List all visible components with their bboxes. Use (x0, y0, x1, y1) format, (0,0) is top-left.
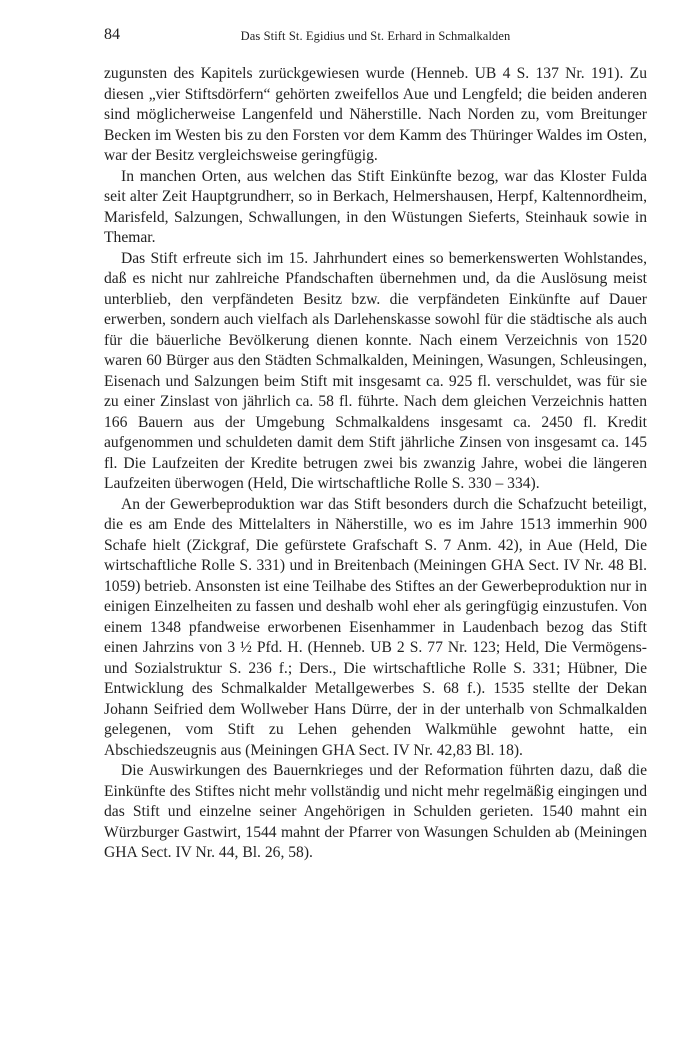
paragraph: zugunsten des Kapitels zurückgewiesen wurde (Henneb. UB 4 S. 137 Nr. 191). Zu diesen „vier Stiftsdörfern“ gehörten zweifellos Aue und Lengfeld; die beiden anderen sind möglicherweise Langenfeld und Näherstille. Nach Norden zu, vom Breitunger Becken im Westen bis zu den Forsten vor dem Kamm des Thüringer Waldes im Osten, war der Besitz vergleichsweise geringfügig. (104, 65, 647, 164)
paragraph: Das Stift erfreute sich im 15. Jahrhundert eines so bemerkenswerten Wohlstandes, daß es nicht nur zahlreiche Pfandschaften übernehmen und, da die Auslösung meist unterblieb, den verpfändeten Besitz bzw. die verpfändeten Einkünfte auf Dauer erwerben, sondern auch vielfach als Darlehenskasse sowohl für die städtische als auch für die bäuerliche Bevölkerung dienen konnte. Nach einem Verzeichnis von 1520 waren 60 Bürger aus den Städten Schmalkalden, Meiningen, Wasungen, Schleusingen, Eisenach und Salzungen beim Stift mit insgesamt ca. 925 fl. verschuldet, was für sie zu einer Zinslast von jährlich ca. 58 fl. führte. Nach dem gleichen Verzeichnis hatten 166 Bauern aus der Umgebung Schmalkaldens insgesamt ca. 2450 fl. Kredit aufgenommen und schuldeten damit dem Stift jährliche Zinsen von insgesamt ca. 145 fl. Die Laufzeiten der Kredite betrugen zwei bis zwanzig Jahre, wobei die längeren Laufzeiten überwogen (Held, Die wirtschaftliche Rolle S. 330 – 334). (104, 249, 647, 492)
paragraph: Die Auswirkungen des Bauernkrieges und der Reformation führten dazu, daß die Einkünfte des Stiftes nicht mehr vollständig und nicht mehr regelmäßig eingingen und das Stift und einzelne seiner Angehörigen in Schulden gerieten. 1540 mahnt ein Würzburger Gastwirt, 1544 mahnt der Pfarrer von Wasungen Schulden ab (Meiningen GHA Sect. IV Nr. 44, Bl. 26, 58). (104, 762, 647, 861)
paragraph: In manchen Orten, aus welchen das Stift Einkünfte bezog, war das Kloster Fulda seit alter Zeit Hauptgrundherr, so in Berkach, Helmershausen, Herpf, Kaltennordheim, Marisfeld, Salzungen, Schwallungen, in den Wüstungen Sieferts, Steinhauk sowie in Themar. (104, 167, 647, 246)
page-header (104, 26, 647, 46)
running-title: Das Stift St. Egidius und St. Erhard in Schmalkalden (240, 29, 511, 43)
page-number: 84 (104, 26, 120, 43)
body-text (104, 64, 647, 864)
paragraph: An der Gewerbeproduktion war das Stift besonders durch die Schafzucht beteiligt, die es am Ende des Mittelalters in Näherstille, wo es im Jahre 1513 immerhin 900 Schafe hielt (Zickgraf, Die gefürstete Grafschaft S. 7 Anm. 42), in Aue (Held, Die wirtschaftliche Rolle S. 331) und in Breitenbach (Meiningen GHA Sect. IV Nr. 48 Bl. 1059) betrieb. Ansonsten ist eine Teilhabe des Stiftes an der Gewerbeproduktion nur in einigen Einzelheiten zu fassen und deshalb wohl eher als geringfügig einzustufen. Von einem 1348 pfandweise erworbenen Eisenhammer in Laudenbach bezog das Stift einen Jahrzins von 3 ½ Pfd. H. (Henneb. UB 2 S. 77 Nr. 123; Held, Die Vermögens- und Sozialstruktur S. 236 f.; Ders., Die wirtschaftliche Rolle S. 331; Hübner, Die Entwicklung des Schmalkalder Metallgewerbes S. 68 f.). 1535 stellte der Dekan Johann Seifried dem Wollweber Hans Dürre, der in der unterhalb von Schmalkalden gelegenen, vom Stift zu Lehen gehenden Walkmühle gewohnt hatte, ein Abschiedszeugnis aus (Meiningen GHA Sect. IV Nr. 42,83 Bl. 18). (104, 495, 647, 759)
